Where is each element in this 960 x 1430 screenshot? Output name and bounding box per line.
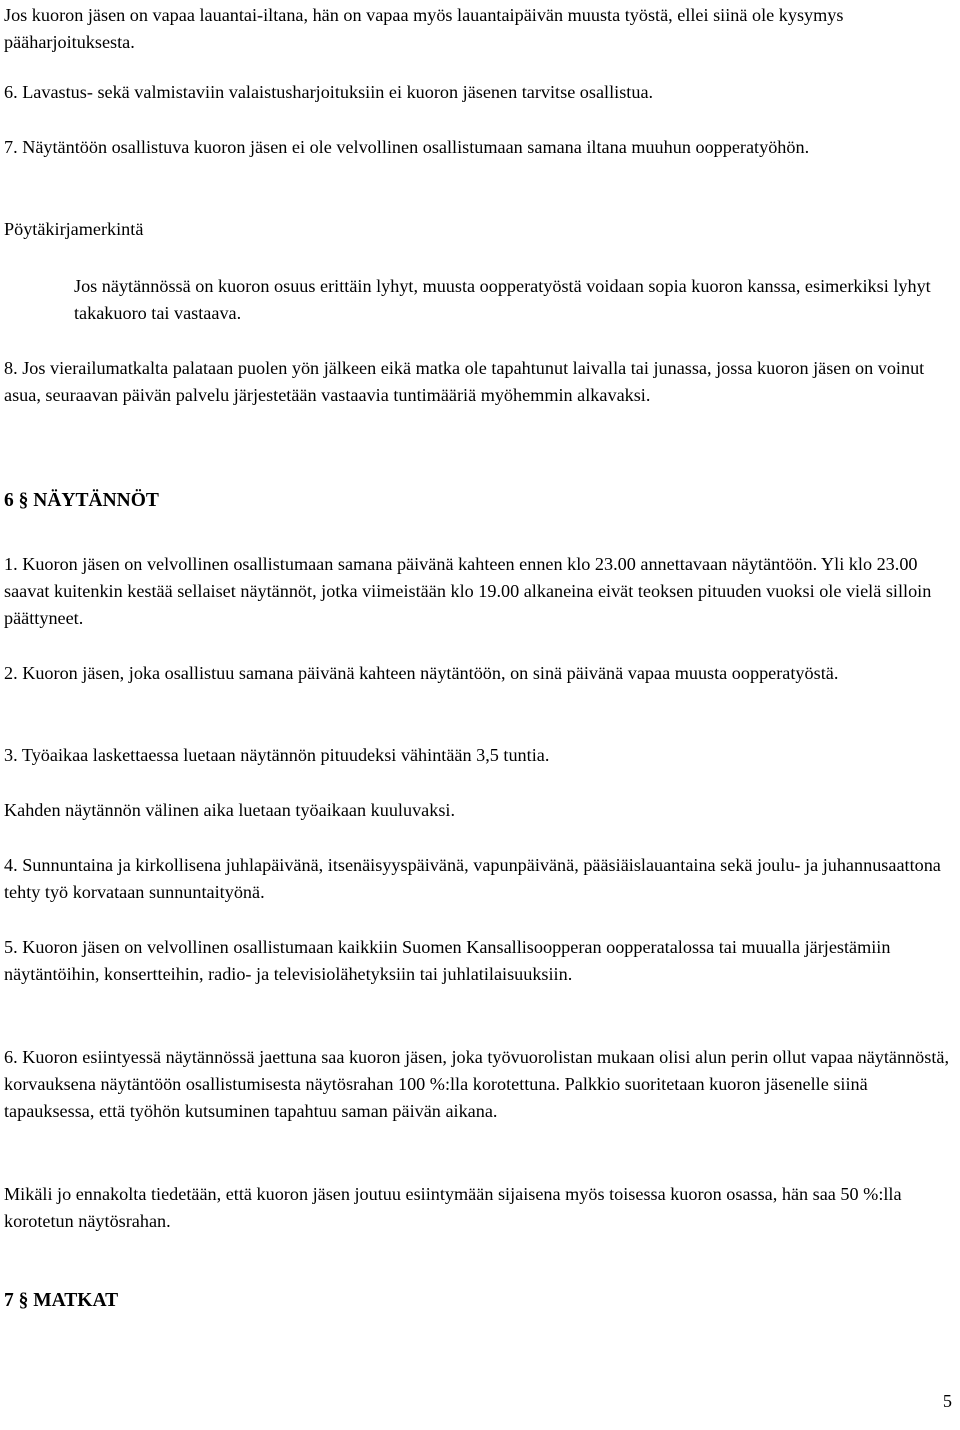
paragraph-section6-item-3: 3. Työaikaa laskettaessa luetaan näytännön pituudeksi vähintään 3,5 tuntia. (4, 745, 550, 765)
protocol-note-heading: Pöytäkirjamerkintä (4, 219, 144, 239)
protocol-note-text: Jos näytännössä on kuoron osuus erittäin lyhyt, muusta oopperatyöstä voidaan sopia kuoron kanssa, esimerkiksi lyhyt takakuoro tai vastaava. (74, 276, 931, 323)
paragraph-section6-item-5: 5. Kuoron jäsen on velvollinen osallistumaan kaikkiin Suomen Kansallisoopperan oopperatalossa tai muualla järjestämiin näytäntöihin, konsertteihin, radio- ja televisiolähetyksiin tai juhlatilaisuuksiin. (4, 937, 891, 984)
paragraph-interval-time: Kahden näytännön välinen aika luetaan työaikaan kuuluvaksi. (4, 800, 456, 820)
paragraph-section6-item-6: 6. Kuoron esiintyessä näytännössä jaettuna saa kuoron jäsen, joka työvuorolistan mukaan olisi alun perin ollut vapaa näytännöstä, korvauksena näytäntöön osallistumisesta näytösrahan 100 %:lla korotettuna. Palkkio suoritetaan kuoron jäsenelle siinä tapauksessa, että työhön kutsuminen tapahtuu saman päivän aikana. (4, 1047, 950, 1121)
paragraph-item-8: 8. Jos vierailumatkalta palataan puolen yön jälkeen eikä matka ole tapahtunut laivalla tai junassa, jossa kuoron jäsen on voinut asua, seuraavan päivän palvelu järjestetään vastaavia tuntimääriä myöhemmin alkavaksi. (4, 358, 925, 405)
paragraph-section6-item-1: 1. Kuoron jäsen on velvollinen osallistumaan samana päivänä kahteen ennen klo 23.00 annettavaan näytäntöön. Yli klo 23.00 saavat kuitenkin kestää sellaiset näytännöt, jotka viimeistään klo 19.00 alkaneina eivät teoksen pituuden vuoksi ole vielä silloin päättyneet. (4, 554, 932, 628)
paragraph-section6-item-2: 2. Kuoron jäsen, joka osallistuu samana päivänä kahteen näytäntöön, on sinä päivänä vapaa muusta oopperatyöstä. (4, 663, 839, 683)
paragraph-item-6: 6. Lavastus- sekä valmistaviin valaistusharjoituksiin ei kuoron jäsenen tarvitse osallistua. (4, 82, 654, 102)
document-page (4, 0, 956, 1430)
page-number: 5 (942, 1391, 952, 1411)
paragraph-saturday-evening: Jos kuoron jäsen on vapaa lauantai-iltana, hän on vapaa myös lauantaipäivän muusta työstä, ellei siinä ole kysymys pääharjoituksesta. (4, 5, 844, 52)
section-heading-naytannot: 6 § NÄYTÄNNÖT (4, 490, 159, 511)
paragraph-section6-item-4: 4. Sunnuntaina ja kirkollisena juhlapäivänä, itsenäisyyspäivänä, vapunpäivänä, pääsiäislauantaina sekä joulu- ja juhannusaattona tehty työ korvataan sunnuntaityönä. (4, 855, 941, 902)
paragraph-item-7: 7. Näytäntöön osallistuva kuoron jäsen ei ole velvollinen osallistumaan samana iltana muuhun oopperatyöhön. (4, 137, 810, 157)
section-heading-matkat: 7 § MATKAT (4, 1290, 119, 1311)
paragraph-substitute: Mikäli jo ennakolta tiedetään, että kuoron jäsen joutuu esiintymään sijaisena myös toisessa kuoron osassa, hän saa 50 %:lla korotetun näytösrahan. (4, 1184, 902, 1231)
